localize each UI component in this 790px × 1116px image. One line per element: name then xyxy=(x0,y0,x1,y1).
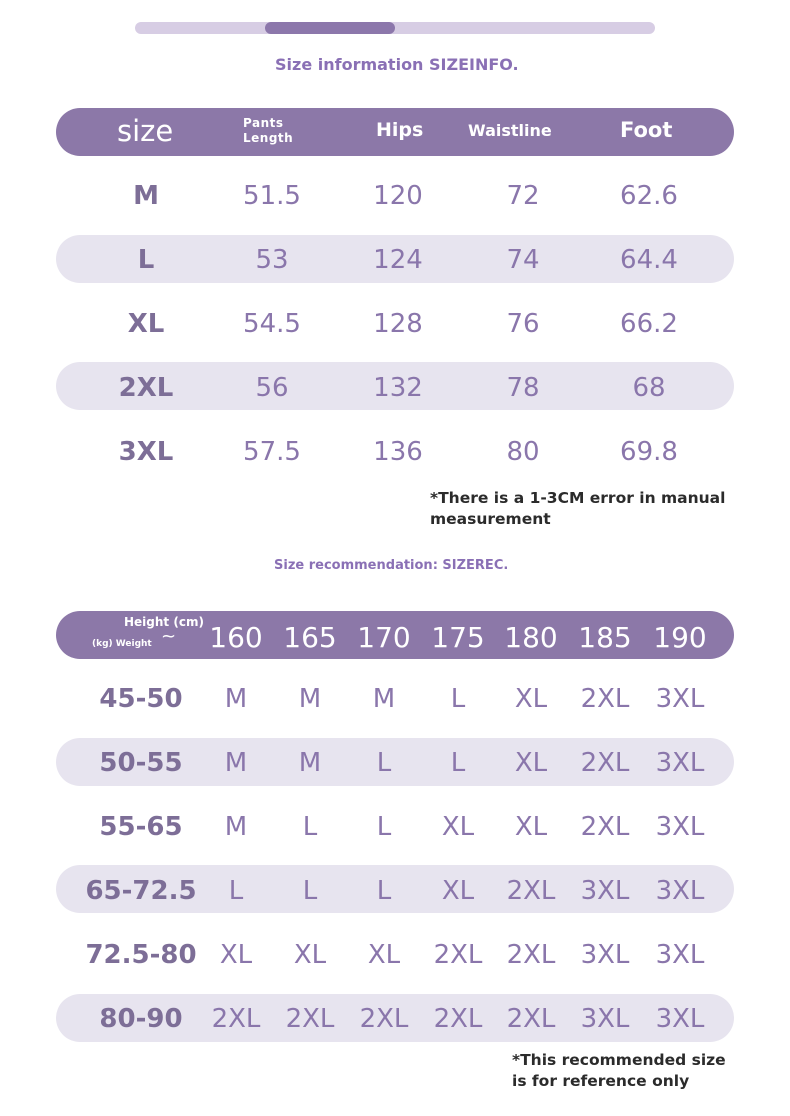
recommended-size-cell: 3XL xyxy=(655,940,705,970)
measurement-cell: 124 xyxy=(373,245,423,275)
size-info-title: Size information SIZEINFO. xyxy=(275,55,519,74)
recommended-size-cell: XL xyxy=(293,940,327,970)
height-header-cell: 170 xyxy=(357,621,411,654)
recommended-size-cell: XL xyxy=(367,940,401,970)
recommended-size-cell: M xyxy=(372,684,396,714)
measurement-cell: 132 xyxy=(373,373,423,403)
header-hips: Hips xyxy=(376,119,424,141)
measurement-cell: 74 xyxy=(506,245,540,275)
weight-range-cell: 45-50 xyxy=(99,684,183,714)
scroll-thumb[interactable] xyxy=(265,22,395,34)
measurement-cell: 120 xyxy=(373,181,423,211)
measurement-cell: 57.5 xyxy=(243,437,301,467)
size-label-cell: XL xyxy=(127,309,165,339)
recommended-size-cell: 2XL xyxy=(580,684,630,714)
recommended-size-cell: L xyxy=(450,684,466,714)
measurement-cell: 80 xyxy=(506,437,540,467)
recommended-size-cell: 2XL xyxy=(506,876,556,906)
recommended-size-cell: L xyxy=(376,876,392,906)
size-rec-title: Size recommendation: SIZEREC. xyxy=(274,558,509,573)
recommended-size-cell: 2XL xyxy=(433,940,483,970)
weight-range-cell: 65-72.5 xyxy=(85,876,197,906)
recommended-size-cell: M xyxy=(298,748,322,778)
recommended-size-cell: 3XL xyxy=(580,876,630,906)
measurement-cell: 53 xyxy=(255,245,289,275)
recommended-size-cell: L xyxy=(376,812,392,842)
height-header-cell: 175 xyxy=(431,621,485,654)
recommended-size-cell: 3XL xyxy=(580,940,630,970)
size-info-note: *There is a 1-3CM error in manual measurement xyxy=(430,489,726,528)
recommended-size-cell: M xyxy=(224,684,248,714)
recommended-size-cell: L xyxy=(450,748,466,778)
height-header-cell: 165 xyxy=(283,621,337,654)
recommended-size-cell: L xyxy=(228,876,244,906)
recommended-size-cell: 2XL xyxy=(285,1004,335,1034)
recommended-size-cell: XL xyxy=(219,940,253,970)
recommended-size-cell: 3XL xyxy=(655,812,705,842)
recommended-size-cell: 2XL xyxy=(433,1004,483,1034)
header-separator: ~ xyxy=(161,626,177,647)
size-label-cell: 3XL xyxy=(118,437,174,467)
measurement-cell: 62.6 xyxy=(620,181,678,211)
recommended-size-cell: L xyxy=(302,812,318,842)
measurement-cell: 128 xyxy=(373,309,423,339)
size-label-cell: 2XL xyxy=(118,373,174,403)
measurement-cell: 68 xyxy=(632,373,666,403)
recommended-size-cell: M xyxy=(224,812,248,842)
size-rec-note: *This recommended size is for reference only xyxy=(512,1051,726,1090)
weight-range-cell: 80-90 xyxy=(99,1004,183,1034)
recommended-size-cell: XL xyxy=(514,812,548,842)
measurement-cell: 136 xyxy=(373,437,423,467)
measurement-cell: 78 xyxy=(506,373,540,403)
height-header-cell: 180 xyxy=(504,621,558,654)
recommended-size-cell: L xyxy=(302,876,318,906)
measurement-cell: 64.4 xyxy=(620,245,678,275)
measurement-cell: 76 xyxy=(506,309,540,339)
height-label: Height (cm) xyxy=(124,615,204,629)
header-foot: Foot xyxy=(620,118,673,142)
height-header-cell: 190 xyxy=(653,621,707,654)
weight-range-cell: 72.5-80 xyxy=(85,940,197,970)
height-header-cell: 160 xyxy=(209,621,263,654)
recommended-size-cell: XL xyxy=(441,876,475,906)
recommended-size-cell: 3XL xyxy=(655,1004,705,1034)
weight-label: (kg) Weight xyxy=(92,639,152,649)
recommended-size-cell: XL xyxy=(514,748,548,778)
size-label-cell: M xyxy=(133,181,159,211)
measurement-cell: 54.5 xyxy=(243,309,301,339)
header-size: size xyxy=(117,114,174,148)
recommended-size-cell: 2XL xyxy=(211,1004,261,1034)
recommended-size-cell: 3XL xyxy=(655,748,705,778)
measurement-cell: 66.2 xyxy=(620,309,678,339)
recommended-size-cell: M xyxy=(224,748,248,778)
header-waistline: Waistline xyxy=(468,121,552,140)
header-pants-length: Pants Length xyxy=(243,116,294,145)
height-header-cell: 185 xyxy=(578,621,632,654)
scroll-track[interactable] xyxy=(135,22,655,34)
recommended-size-cell: XL xyxy=(514,684,548,714)
recommended-size-cell: M xyxy=(298,684,322,714)
weight-range-cell: 50-55 xyxy=(99,748,183,778)
recommended-size-cell: 2XL xyxy=(359,1004,409,1034)
recommended-size-cell: XL xyxy=(441,812,475,842)
size-label-cell: L xyxy=(137,245,155,275)
recommended-size-cell: 3XL xyxy=(655,876,705,906)
measurement-cell: 56 xyxy=(255,373,289,403)
recommended-size-cell: 2XL xyxy=(580,748,630,778)
weight-range-cell: 55-65 xyxy=(99,812,183,842)
measurement-cell: 72 xyxy=(506,181,540,211)
recommended-size-cell: 2XL xyxy=(506,940,556,970)
measurement-cell: 69.8 xyxy=(620,437,678,467)
recommended-size-cell: 2XL xyxy=(580,812,630,842)
measurement-cell: 51.5 xyxy=(243,181,301,211)
recommended-size-cell: 3XL xyxy=(655,684,705,714)
recommended-size-cell: L xyxy=(376,748,392,778)
recommended-size-cell: 2XL xyxy=(506,1004,556,1034)
recommended-size-cell: 3XL xyxy=(580,1004,630,1034)
